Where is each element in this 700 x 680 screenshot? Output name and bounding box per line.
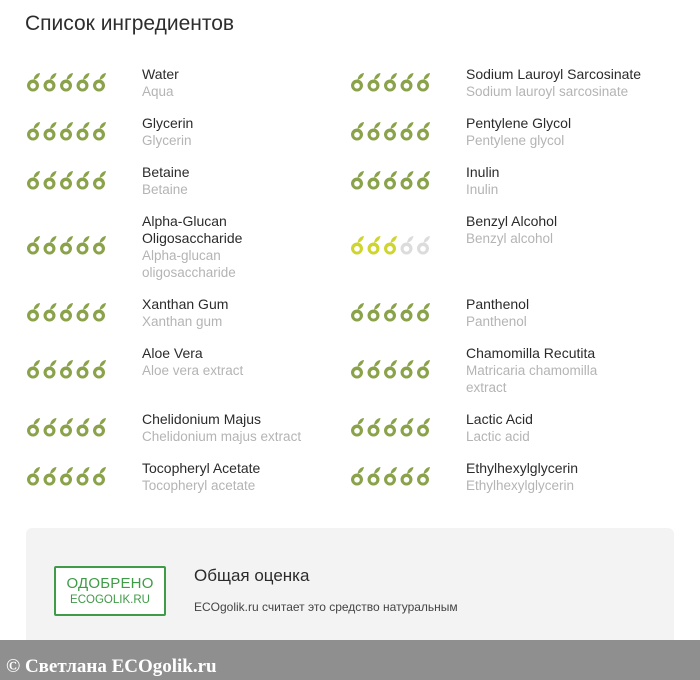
leaf-filled-icon [44, 418, 57, 437]
ingredient-inci: Aloe vera extract [142, 363, 244, 378]
leaf-filled-icon [27, 303, 40, 322]
leaf-filled-icon [401, 418, 414, 437]
leaf-filled-icon [417, 467, 430, 486]
ingredient-name: Alpha-Glucan Oligosaccharide [142, 213, 243, 246]
watermark-text: © Светлана ECOgolik.ru [6, 656, 217, 677]
leaf-filled-icon [77, 236, 90, 255]
leaf-filled-icon [351, 303, 364, 322]
leaf-filled-icon [351, 467, 364, 486]
ingredient-inci: Glycerin [142, 133, 192, 148]
leaf-filled-icon [77, 467, 90, 486]
leaf-filled-icon [417, 122, 430, 141]
ingredient-name: Water [142, 66, 179, 82]
rating-leaves [25, 466, 111, 488]
ingredient-name: Panthenol [466, 296, 530, 312]
leaf-filled-icon [77, 171, 90, 190]
leaf-filled-icon [384, 360, 397, 379]
leaf-filled-icon [77, 122, 90, 141]
leaf-filled-icon [401, 171, 414, 190]
leaf-filled-icon [44, 122, 57, 141]
leaf-filled-icon [384, 467, 397, 486]
ingredient-inci: Chelidonium majus extract [142, 429, 302, 444]
leaf-filled-icon [417, 418, 430, 437]
leaf-filled-icon [93, 236, 106, 255]
leaf-empty-icon [401, 236, 414, 255]
leaf-filled-icon [351, 122, 364, 141]
leaf-filled-icon [27, 171, 40, 190]
ingredient-name: Chamomilla Recutita [466, 345, 596, 361]
leaf-filled-icon [417, 303, 430, 322]
leaf-filled-icon [401, 467, 414, 486]
leaf-filled-icon [60, 418, 73, 437]
ingredient-inci: Inulin [466, 182, 499, 197]
leaf-filled-icon [401, 73, 414, 92]
leaf-filled-icon [60, 467, 73, 486]
leaf-filled-icon [93, 467, 106, 486]
badge-line-2: ECOGOLIK.RU [70, 594, 150, 606]
ingredient-inci: Aqua [142, 84, 174, 99]
leaf-filled-icon [77, 360, 90, 379]
rating-leaves [349, 121, 435, 143]
ingredient-name: Ethylhexylglycerin [466, 460, 579, 476]
rating-leaves [25, 170, 111, 192]
ingredient-inci: Panthenol [466, 314, 527, 329]
rating-leaves [349, 417, 435, 439]
leaf-filled-icon [60, 360, 73, 379]
rating-leaves [349, 359, 435, 381]
ingredient-inci: Tocopheryl acetate [142, 478, 256, 493]
leaf-filled-icon [368, 418, 381, 437]
rating-leaves [349, 170, 435, 192]
ingredient-name: Xanthan Gum [142, 296, 229, 312]
leaf-filled-icon [384, 303, 397, 322]
rating-leaves [349, 235, 435, 257]
ingredient-inci: Ethylhexylglycerin [466, 478, 575, 493]
leaf-filled-icon [384, 122, 397, 141]
leaf-filled-icon [401, 122, 414, 141]
leaf-filled-icon [60, 236, 73, 255]
leaf-filled-icon [93, 303, 106, 322]
ingredient-inci: Lactic acid [466, 429, 530, 444]
leaf-filled-icon [60, 303, 73, 322]
ingredient-name: Chelidonium Majus [142, 411, 262, 427]
ingredient-inci: Alpha-glucan oligosaccharide [142, 248, 236, 280]
leaf-filled-icon [44, 303, 57, 322]
leaf-filled-icon [417, 73, 430, 92]
leaf-filled-icon [27, 236, 40, 255]
leaf-filled-icon [368, 171, 381, 190]
ingredient-inci: Sodium lauroyl sarcosinate [466, 84, 629, 99]
leaf-filled-icon [351, 418, 364, 437]
leaf-filled-icon [44, 236, 57, 255]
ingredient-name: Aloe Vera [142, 345, 203, 361]
leaf-filled-icon [384, 236, 397, 255]
badge-line-1: ОДОБРЕНО [66, 575, 154, 592]
leaf-filled-icon [351, 73, 364, 92]
leaf-empty-icon [417, 236, 430, 255]
leaf-filled-icon [401, 303, 414, 322]
leaf-filled-icon [60, 122, 73, 141]
summary-title: Общая оценка [194, 566, 310, 585]
leaf-filled-icon [93, 73, 106, 92]
leaf-filled-icon [368, 303, 381, 322]
leaf-filled-icon [77, 303, 90, 322]
leaf-filled-icon [93, 171, 106, 190]
rating-leaves [25, 359, 111, 381]
leaf-filled-icon [93, 418, 106, 437]
rating-leaves [349, 466, 435, 488]
leaf-filled-icon [351, 171, 364, 190]
page-title: Список ингредиентов [25, 12, 235, 35]
leaf-filled-icon [44, 171, 57, 190]
summary-text: ECOgolik.ru считает это средство натуральным [194, 600, 458, 614]
ingredient-name: Lactic Acid [466, 411, 533, 427]
leaf-filled-icon [368, 360, 381, 379]
rating-leaves [349, 302, 435, 324]
leaf-filled-icon [60, 171, 73, 190]
leaf-filled-icon [368, 467, 381, 486]
leaf-filled-icon [368, 236, 381, 255]
leaf-filled-icon [384, 73, 397, 92]
leaf-filled-icon [77, 418, 90, 437]
ingredient-name: Betaine [142, 164, 190, 180]
rating-leaves [349, 72, 435, 94]
leaf-filled-icon [351, 236, 364, 255]
ingredient-inci: Pentylene glycol [466, 133, 565, 148]
leaf-filled-icon [27, 467, 40, 486]
leaf-filled-icon [351, 360, 364, 379]
leaf-filled-icon [27, 73, 40, 92]
ingredient-name: Sodium Lauroyl Sarcosinate [466, 66, 642, 82]
leaf-filled-icon [93, 360, 106, 379]
rating-leaves [25, 302, 111, 324]
leaf-filled-icon [93, 122, 106, 141]
rating-leaves [25, 121, 111, 143]
ingredient-name: Inulin [466, 164, 500, 180]
leaf-filled-icon [417, 171, 430, 190]
leaf-filled-icon [60, 73, 73, 92]
ingredient-inci: Xanthan gum [142, 314, 223, 329]
leaf-filled-icon [401, 360, 414, 379]
ingredient-name: Tocopheryl Acetate [142, 460, 261, 476]
approved-badge [54, 566, 166, 616]
ingredient-name: Glycerin [142, 115, 194, 131]
leaf-filled-icon [44, 73, 57, 92]
leaf-filled-icon [27, 360, 40, 379]
ingredient-inci: Betaine [142, 182, 188, 197]
ingredient-inci: Matricaria chamomilla extract [466, 363, 598, 395]
leaf-filled-icon [417, 360, 430, 379]
summary-card [26, 528, 674, 648]
rating-leaves [25, 72, 111, 94]
ingredient-name: Benzyl Alcohol [466, 213, 558, 229]
leaf-filled-icon [368, 122, 381, 141]
ingredient-name: Pentylene Glycol [466, 115, 572, 131]
leaf-filled-icon [44, 360, 57, 379]
rating-leaves [25, 417, 111, 439]
leaf-filled-icon [384, 418, 397, 437]
leaf-filled-icon [44, 467, 57, 486]
leaf-filled-icon [77, 73, 90, 92]
leaf-filled-icon [368, 73, 381, 92]
leaf-filled-icon [27, 122, 40, 141]
ingredient-inci: Benzyl alcohol [466, 231, 554, 246]
rating-leaves [25, 235, 111, 257]
leaf-filled-icon [384, 171, 397, 190]
leaf-filled-icon [27, 418, 40, 437]
